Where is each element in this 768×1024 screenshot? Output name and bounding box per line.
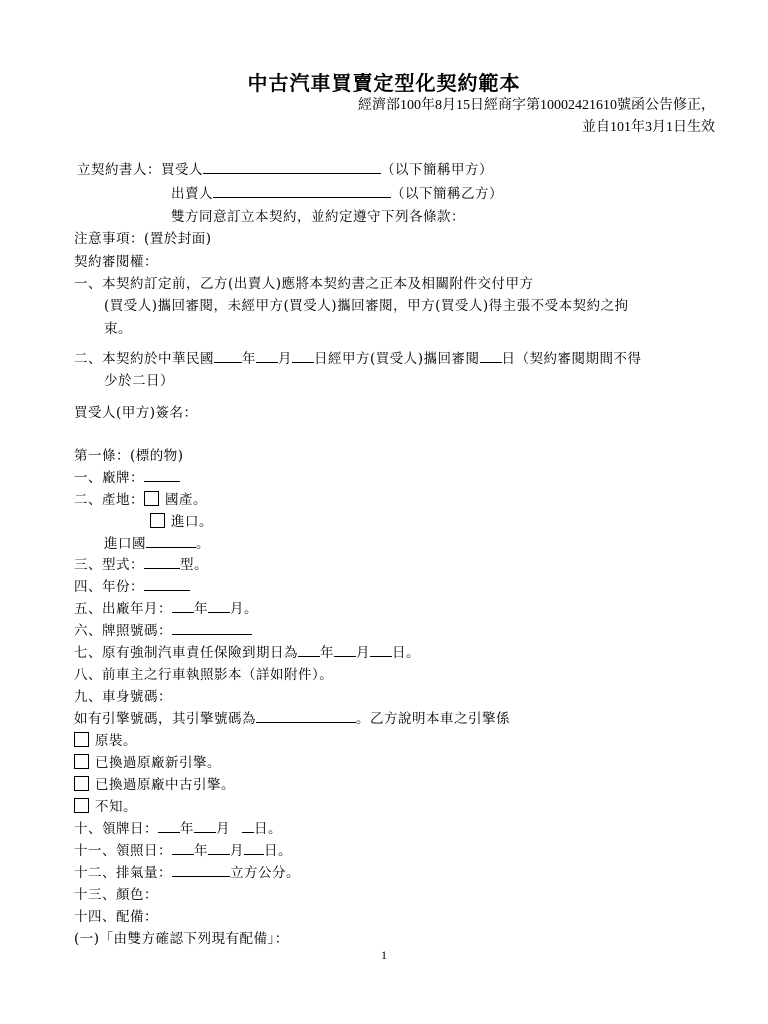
document-title: 中古汽車買賣定型化契約範本	[247, 71, 521, 95]
engine-number-blank[interactable]	[256, 710, 356, 723]
pd-year-blank[interactable]	[158, 820, 180, 833]
displacement-row: 十二、排氣量： 立方公分。	[74, 865, 300, 881]
plate-date-row: 十、領牌日： 年 月 日。	[74, 821, 282, 837]
review-title: 契約審閱權：	[74, 254, 158, 270]
review-clause1-line2: (買受人)攜回審閱，未經甲方(買受人)攜回審閱，甲方(買受人)得主張不受本契約之拘	[104, 298, 629, 314]
engine-option-used: 已換過原廠中古引擎。	[74, 773, 235, 793]
imported-checkbox[interactable]	[150, 513, 165, 528]
parties-seller-row: 出賣人 （以下簡稱乙方）	[171, 186, 503, 202]
seller-name-blank[interactable]	[213, 185, 391, 198]
imported-row: 進口。	[150, 510, 213, 530]
model-row: 三、型式： 型。	[74, 557, 208, 573]
engine-original-checkbox[interactable]	[74, 732, 89, 747]
review-clause2-line2: 少於二日）	[104, 373, 174, 389]
body-number-row: 九、車身號碼：	[74, 689, 172, 705]
color-row: 十三、顏色：	[74, 887, 158, 903]
brand-blank[interactable]	[144, 469, 180, 482]
ins-month-blank[interactable]	[334, 644, 356, 657]
buyer-signature-label: 買受人(甲方)簽名：	[74, 405, 198, 421]
engine-used-checkbox[interactable]	[74, 776, 89, 791]
review-clause2-line1: 二、本契約於中華民國 年 月 日經甲方(買受人)攜回審閱 日（契約審閱期間不得	[74, 351, 642, 367]
buyer-label: 買受人	[161, 162, 203, 178]
ins-day-blank[interactable]	[370, 644, 392, 657]
parties-buyer-row: 立契約書人：買受人 （以下簡稱甲方）	[77, 162, 493, 178]
review-month-blank[interactable]	[256, 350, 278, 363]
engine-option-original: 原裝。	[74, 729, 137, 749]
page-number: 1	[381, 948, 387, 962]
ld-year-blank[interactable]	[172, 842, 194, 855]
plate-row: 六、牌照號碼：	[74, 619, 252, 639]
engine-number-row: 如有引擎號碼，其引擎號碼為 。乙方說明本車之引擎係	[74, 711, 510, 727]
model-blank[interactable]	[144, 556, 180, 569]
displacement-blank[interactable]	[172, 864, 230, 877]
pd-day-blank[interactable]	[242, 820, 254, 833]
equipment-sub-row: (一)「由雙方確認下列現有配備」：	[74, 931, 289, 947]
brand-row: 一、廠牌：	[74, 466, 180, 486]
revision-note-line1: 經濟部100年8月15日經商字第10002421610號函公告修正，	[358, 98, 715, 113]
seller-label: 出賣人	[171, 186, 213, 202]
notice-text: 注意事項：(置於封面)	[74, 231, 212, 247]
engine-option-unknown: 不知。	[74, 795, 137, 815]
buyer-name-blank[interactable]	[203, 161, 381, 174]
review-day-blank[interactable]	[292, 350, 314, 363]
import-country-blank[interactable]	[146, 535, 196, 548]
revision-note-line2: 並自101年3月1日生效	[582, 120, 715, 135]
year-row: 四、年份：	[74, 575, 190, 595]
year-blank[interactable]	[144, 578, 190, 591]
license-copy-row: 八、前車主之行車執照影本（詳如附件）。	[74, 667, 334, 683]
article1-title: 第一條：(標的物)	[74, 448, 184, 464]
review-clause1-line1: 一、本契約訂定前，乙方(出賣人)應將本契約書之正本及相關附件交付甲方	[74, 276, 534, 292]
engine-option-new: 已換過原廠新引擎。	[74, 751, 221, 771]
plate-blank[interactable]	[172, 622, 252, 635]
mfg-year-blank[interactable]	[172, 600, 194, 613]
insurance-row: 七、原有強制汽車責任保險到期日為 年 月 日。	[74, 645, 420, 661]
review-year-blank[interactable]	[214, 350, 242, 363]
review-clause1-line3: 束。	[104, 321, 132, 337]
license-date-row: 十一、領照日： 年 月 日。	[74, 843, 292, 859]
pd-month-blank[interactable]	[194, 820, 216, 833]
agreement-text: 雙方同意訂立本契約，並約定遵守下列各條款：	[171, 209, 465, 225]
ld-day-blank[interactable]	[244, 842, 264, 855]
origin-row: 二、產地： 國產。	[74, 492, 207, 508]
mfg-date-row: 五、出廠年月： 年 月。	[74, 601, 258, 617]
engine-new-checkbox[interactable]	[74, 754, 89, 769]
ld-month-blank[interactable]	[208, 842, 230, 855]
ins-year-blank[interactable]	[298, 644, 320, 657]
domestic-checkbox[interactable]	[144, 491, 159, 506]
engine-unknown-checkbox[interactable]	[74, 798, 89, 813]
review-days-blank[interactable]	[480, 350, 502, 363]
mfg-month-blank[interactable]	[208, 600, 230, 613]
equipment-row: 十四、配備：	[74, 909, 158, 925]
import-country-row: 進口國 。	[104, 536, 210, 552]
